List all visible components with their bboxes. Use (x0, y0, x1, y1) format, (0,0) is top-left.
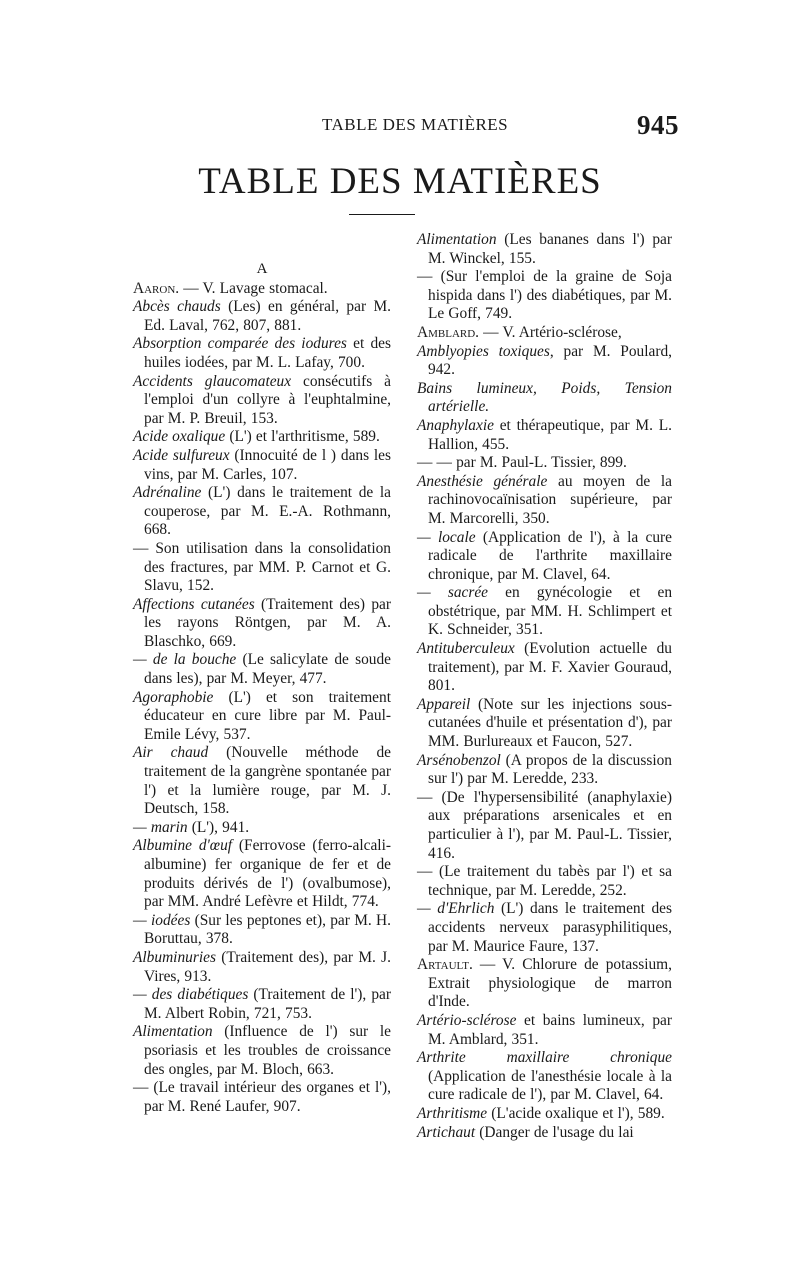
index-entry (417, 417, 672, 454)
entry-text: (L') dans le traitement de la couperose, par M. E.-A. Rothmann, 668. (144, 484, 391, 539)
index-entry (417, 900, 672, 956)
page-number: 945 (637, 110, 679, 140)
entry-text: (Le salicylate de soude dans les), par M. Meyer, 477. (144, 651, 391, 688)
entry-term: Arthritisme (417, 1104, 488, 1122)
entry-term: — iodées (133, 911, 191, 929)
index-entry (417, 324, 672, 343)
entry-text: (Les bananes dans l') par M. Winckel, 155. (428, 231, 672, 267)
index-entry (417, 529, 672, 585)
entry-term: Artichaut (417, 1123, 476, 1141)
entry-term: Absorption comparée des iodures (133, 335, 347, 353)
index-entry (133, 651, 391, 688)
entry-text: (Danger de l'usage du lai (475, 1123, 634, 1141)
entry-term: Anaphylaxie (417, 416, 494, 434)
entry-term: Albumine d'œuf (133, 837, 233, 855)
entry-text: (Traitement des), par M. J. Vires, 913. (144, 948, 391, 985)
entry-term: Antituberculeux (417, 640, 515, 658)
entry-text: au moyen de la rachinovocaïnisation supérieure, par M. Marcorelli, 350. (428, 472, 673, 527)
index-entry (133, 540, 391, 596)
index-entry (133, 1079, 391, 1116)
index-entry (417, 268, 672, 324)
index-entry (133, 1023, 391, 1079)
entry-term: Bains lumineux, Poids, Tension artérielle. (417, 379, 672, 416)
entry-term: — marin (133, 818, 188, 836)
index-entry (417, 1049, 672, 1105)
entry-term: Anesthésie générale (417, 472, 548, 490)
entry-text: (Influence de l') sur le psoriasis et les troubles de croissance des ongles, par M. Bloch, 663. (144, 1023, 391, 1078)
section-letter: A (256, 261, 268, 277)
entry-term: Appareil (417, 695, 471, 713)
entry-text: — (Le travail intérieur des organes et l'), par M. René Laufer, 907. (133, 1079, 391, 1115)
entry-term: Arthrite maxillaire chronique (417, 1049, 672, 1067)
index-entry (133, 298, 391, 335)
index-column-left (133, 256, 391, 1116)
entry-term: Alimentation (133, 1023, 213, 1041)
entry-term: Acide sulfureux (133, 446, 230, 464)
entry-text: (Traitement des) par les rayons Röntgen, par M. A. Blaschko, 669. (144, 595, 391, 650)
entry-text: — V. Lavage stomacal. (179, 279, 328, 297)
entry-term: — d'Ehrlich (417, 900, 495, 918)
index-entry (417, 696, 672, 752)
entry-text: (A propos de la discussion sur l') par M. Leredde, 233. (428, 751, 672, 788)
index-entry (417, 789, 672, 863)
entry-term: Acide oxalique (133, 428, 226, 446)
index-entry (133, 484, 391, 540)
entry-text: — (Sur l'emploi de la graine de Soja hispida dans l') des diabétiques, par M. Le Goff, 749. (417, 268, 672, 323)
entry-text: (L') et son traitement éducateur en cure libre par M. Paul-Emile Lévy, 537. (144, 688, 391, 743)
page-title: TABLE DES MATIÈRES (198, 161, 602, 202)
entry-text: et bains lumineux, par M. Amblard, 351. (428, 1011, 672, 1048)
entry-term: Arsénobenzol (417, 751, 501, 769)
entry-text: — (Le traitement du tabès par l') et sa technique, par M. Leredde, 252. (417, 863, 672, 899)
entry-text: — V. Chlorure de potassium, Extrait physiologique de marron d'Inde. (428, 956, 672, 1011)
entry-text: (Application de l'anesthésie locale à la cure radicale de l'), par M. Clavel, 64. (428, 1067, 672, 1104)
entry-term: Abcès chauds (133, 298, 221, 316)
index-entry (417, 380, 672, 417)
entry-text: (Sur les peptones et), par M. H. Boruttau, 378. (144, 911, 391, 948)
entry-lead: Artault. (417, 956, 473, 974)
index-entry (417, 863, 672, 900)
entry-text: , par M. Poulard, 942. (428, 342, 673, 379)
index-entry (133, 986, 391, 1023)
entry-term: — sacrée (417, 584, 489, 602)
index-entry (133, 949, 391, 986)
entry-term: Alimentation (417, 231, 497, 248)
running-title: TABLE DES MATIÈRES (322, 115, 509, 134)
index-entry (133, 428, 391, 447)
entry-term: Adrénaline (133, 484, 202, 502)
index-entry (133, 280, 391, 299)
index-entry (417, 454, 672, 473)
entry-term: Agoraphobie (133, 688, 214, 706)
index-entry (417, 640, 672, 696)
entry-lead: Aaron. (133, 279, 180, 297)
index-entry (417, 231, 672, 268)
index-entry (133, 744, 391, 818)
entry-text: (Traitement de l'), par M. Albert Robin, 721, 753. (144, 986, 392, 1022)
index-entry (133, 819, 391, 838)
entry-term: Air chaud (133, 744, 209, 762)
entry-text: (Evolution actuelle du traitement), par M. F. Xavier Gouraud, 801. (428, 640, 672, 695)
index-entry (133, 373, 391, 429)
entry-text: (Les) en général, par M. Ed. Laval, 762, 807, 881. (144, 298, 392, 334)
index-entry (417, 956, 672, 1012)
index-entry (133, 912, 391, 949)
index-entry (133, 689, 391, 745)
entry-term: Albuminuries (133, 948, 216, 966)
entry-text: et thérapeutique, par M. L. Hallion, 455. (428, 416, 672, 453)
title-rule (349, 214, 415, 215)
entry-text: (Application de l'), à la cure radicale de l'arthrite maxillaire chronique, par M. Clavel, 64. (428, 528, 672, 583)
index-entry (417, 752, 672, 789)
index-entry (417, 1012, 672, 1049)
entry-text: en gynécologie et en obstétrique, par MM. H. Schlimpert et K. Schneider, 351. (428, 584, 673, 639)
entry-text: (L') dans le traitement des accidents nerveux parasyphilitiques, par M. Maurice Faure, 137. (428, 900, 672, 955)
index-entry (417, 343, 672, 380)
entry-term: — des diabétiques (133, 986, 249, 1004)
index-entry (417, 1124, 672, 1143)
entry-text: (Ferrovose (ferro-alcali-albumine) fer organique de fer et de produits dérivés de l') (ovalbumose), par MM. André Lefèvre et Hildt, 774. (144, 837, 391, 911)
entry-text: — (De l'hypersensibilité (anaphylaxie) aux préparations arsenicales et en particulier à l'), par M. Paul-L. Tissier, 416. (417, 788, 672, 862)
entry-term: Accidents glaucomateux (133, 372, 292, 390)
index-entry (417, 584, 672, 640)
index-entry (133, 335, 391, 372)
entry-text: (L'acide oxalique et l'), 589. (487, 1104, 665, 1122)
entry-term: — de la bouche (133, 651, 237, 669)
index-entry (417, 473, 672, 529)
index-column-right (417, 231, 672, 1142)
entry-text: (L'), 941. (187, 818, 250, 836)
entry-text: — Son utilisation dans la consolidation des fractures, par MM. P. Carnot et G. Slavu, 152. (133, 539, 391, 595)
entry-term: — locale (417, 528, 476, 546)
index-entry (133, 447, 391, 484)
entry-text: (L') et l'arthritisme, 589. (225, 428, 380, 446)
entry-text: (Nouvelle méthode de traitement de la gangrène spontanée par l') et la lumière rouge, par M. J. Deutsch, 158. (144, 744, 391, 818)
entry-text: (Note sur les injections sous-cutanées d'huile et présentation d'), par MM. Burlureaux et Faucon, 527. (428, 695, 672, 751)
entry-text: — — par M. Paul-L. Tissier, 899. (417, 454, 627, 472)
entry-text: consécutifs à l'emploi d'un collyre à l'euphtalmine, par M. P. Breuil, 153. (144, 372, 391, 427)
index-entry (133, 596, 391, 652)
entry-text: (Innocuité de l ) dans les vins, par M. Carles, 107. (144, 446, 392, 483)
entry-text: — V. Artério-sclérose, (479, 323, 622, 341)
entry-term: Amblyopies toxiques (417, 342, 550, 360)
entry-term: Artério-sclérose (417, 1011, 517, 1029)
entry-term: Affections cutanées (133, 595, 255, 613)
entry-text: et des huiles iodées, par M. L. Lafay, 700. (144, 335, 391, 371)
index-entry (133, 837, 391, 911)
entry-lead: Amblard. (417, 323, 480, 341)
index-entry (417, 1105, 672, 1124)
